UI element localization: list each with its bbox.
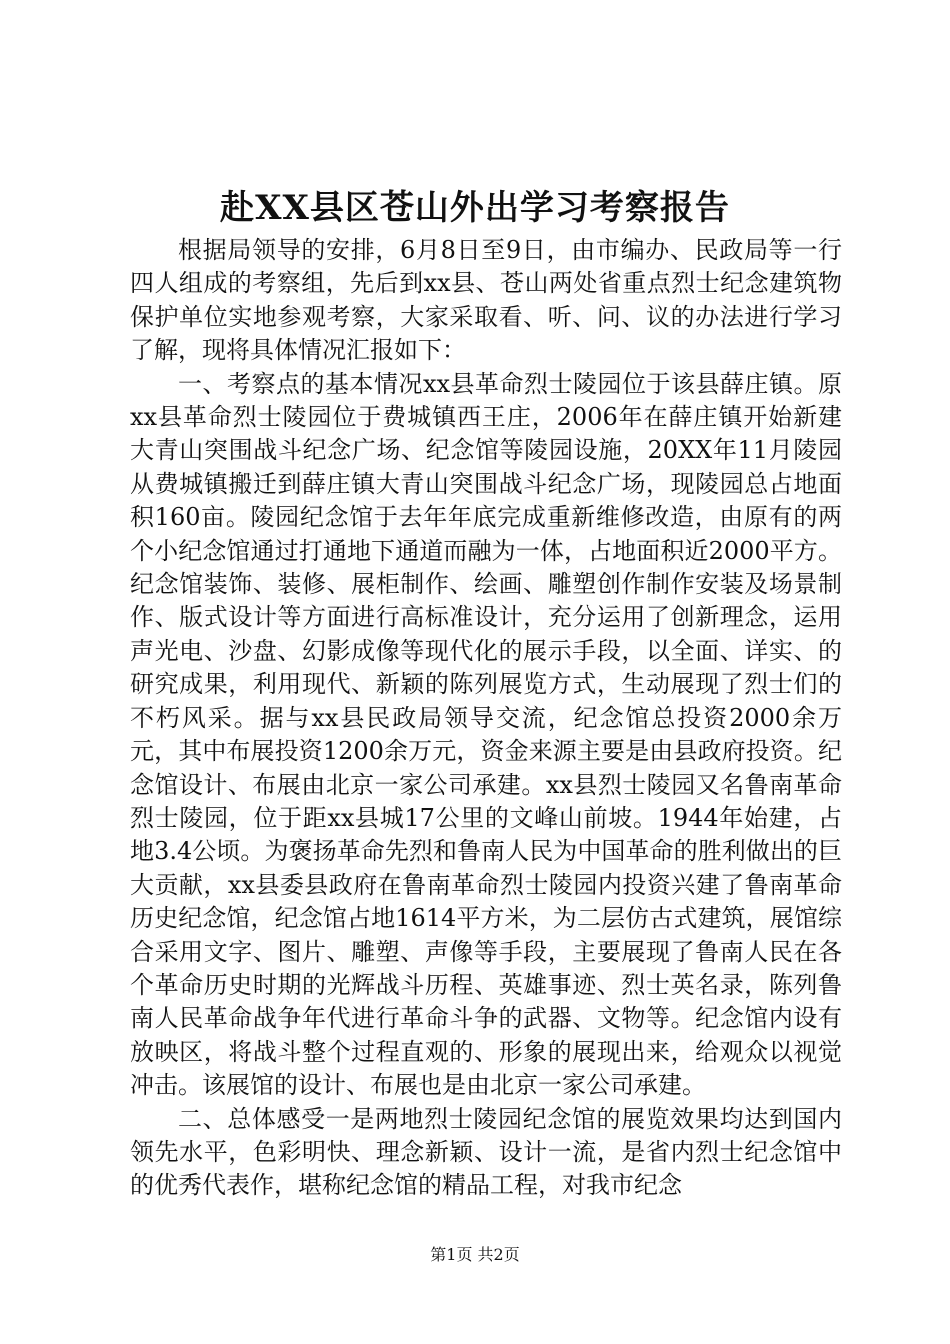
paragraph-intro: 根据局领导的安排，6月8日至9日，由市编办、民政局等一行四人组成的考察组，先后到xx县、苍山两处省重点烈士纪念建筑物保护单位实地参观考察，大家采取看、听、问、议的办法进行学习了解，现将具体情况汇报如下： — [130, 236, 842, 365]
page-number-footer: 第1页 共2页 — [430, 1245, 520, 1264]
document-body — [130, 234, 842, 1203]
paragraph-section-one: 一、考察点的基本情况xx县革命烈士陵园位于该县薛庄镇。原xx县革命烈士陵园位于费城镇西王庄，2006年在薛庄镇开始新建大青山突围战斗纪念广场、纪念馆等陵园设施，20XX年11月陵园从费城镇搬迁到薛庄镇大青山突围战斗纪念广场，现陵园总占地面积160亩。陵园纪念馆于去年年底完成重新维修改造，由原有的两个小纪念馆通过打通地下通道而融为一体，占地面积近2000平方。纪念馆装饰、装修、展柜制作、绘画、雕塑创作制作安装及场景制作、版式设计等方面进行高标准设计，充分运用了创新理念，运用声光电、沙盘、幻影成像等现代化的展示手段，以全面、详实、的研究成果，利用现代、新颖的陈列展览方式，生动展现了烈士们的不朽风采。据与xx县民政局领导交流，纪念馆总投资2000余万元，其中布展投资1200余万元，资金来源主要是由县政府投资。纪念馆设计、布展由北京一家公司承建。xx县烈士陵园又名鲁南革命烈士陵园，位于距xx县城17公里的文峰山前坡。1944年始建，占地3.4公顷。为褒扬革命先烈和鲁南人民为中国革命的胜利做出的巨大贡献，xx县委县政府在鲁南革命烈士陵园内投资兴建了鲁南革命历史纪念馆，纪念馆占地1614平方米，为二层仿古式建筑，展馆综合采用文字、图片、雕塑、声像等手段，主要展现了鲁南人民在各个革命历史时期的光辉战斗历程、英雄事迹、烈士英名录，陈列鲁南人民革命战争年代进行革命斗争的武器、文物等。纪念馆内设有放映区，将战斗整个过程直观的、形象的展现出来，给观众以视觉冲击。该展馆的设计、布展也是由北京一家公司承建。 — [130, 369, 842, 1100]
document-title: 赴XX县区苍山外出学习考察报告 — [220, 188, 730, 228]
paragraph-section-two: 二、总体感受一是两地烈士陵园纪念馆的展览效果均达到国内领先水平，色彩明快、理念新颖、设计一流，是省内烈士纪念馆中的优秀代表作，堪称纪念馆的精品工程，对我市纪念 — [130, 1104, 842, 1200]
